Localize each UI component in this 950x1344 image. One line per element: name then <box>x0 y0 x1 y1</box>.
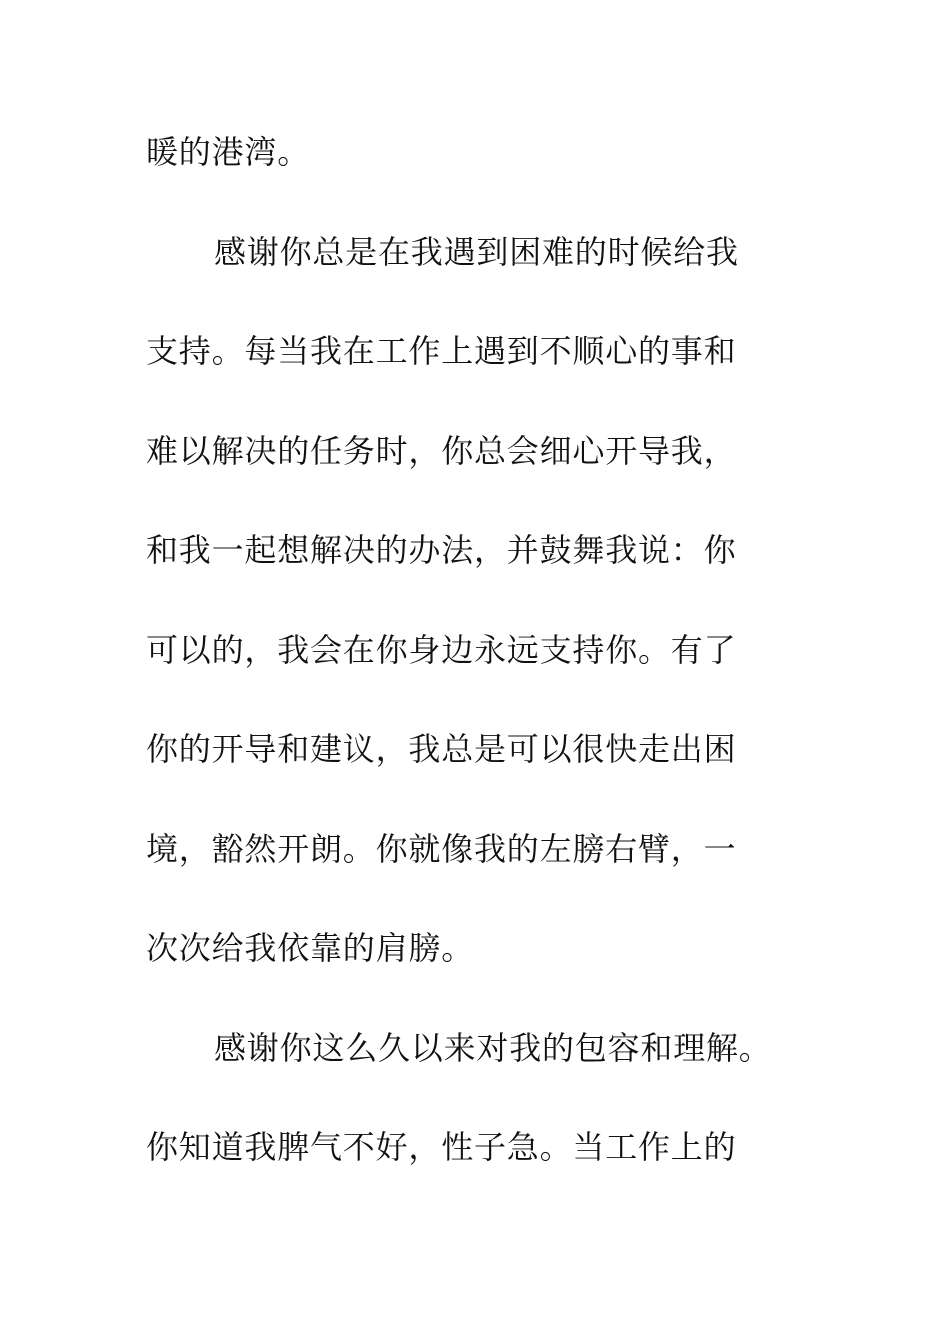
text-line: 和我一起想解决的办法，并鼓舞我说：你 <box>146 531 737 569</box>
text-line: 可以的，我会在你身边永远支持你。有了 <box>146 630 737 669</box>
text-line: 支持。每当我在工作上遇到不顺心的事和 <box>146 332 737 370</box>
text-line: 你的开导和建议，我总是可以很快走出困 <box>146 730 737 768</box>
document-body <box>146 120 826 1215</box>
text-line: 次次给我依靠的肩膀。 <box>146 929 475 967</box>
text-line: 境，豁然开朗。你就像我的左膀右臂，一 <box>146 829 737 868</box>
text-line: 暖的港湾。 <box>146 133 311 171</box>
text-line: 难以解决的任务时，你总会细心开导我， <box>146 431 737 470</box>
paragraph-start-line: 感谢你这么久以来对我的包容和理解。 <box>214 1028 772 1067</box>
text-line: 你知道我脾气不好，性子急。当工作上的 <box>146 1128 737 1166</box>
paragraph-start-line: 感谢你总是在我遇到困难的时候给我 <box>214 232 739 271</box>
